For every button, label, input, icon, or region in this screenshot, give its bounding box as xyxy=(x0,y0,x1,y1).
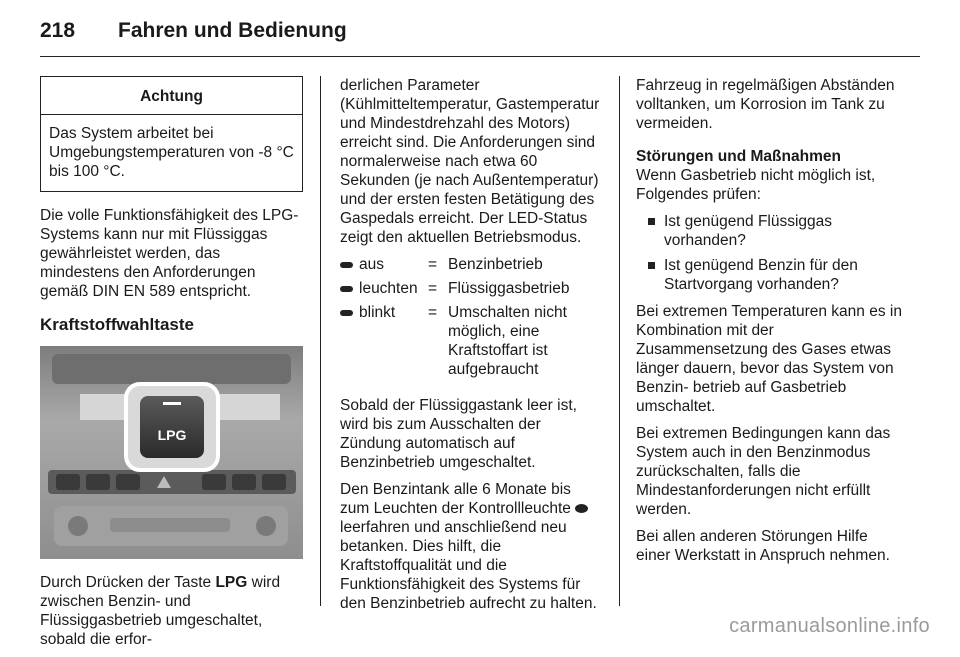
fuel-selector-heading: Kraftstoffwahltaste xyxy=(40,315,194,334)
workshop-paragraph: Bei allen anderen Störungen Hilfe einer Werkstatt in Anspruch nehmen. xyxy=(636,528,890,564)
warning-light-icon xyxy=(575,504,588,513)
warning-title: Achtung xyxy=(41,77,302,115)
lpg-button-label: LPG xyxy=(157,427,187,443)
warning-text: Das System arbeitet bei Umgebungstemperaturen von -8 °C bis 100 °C. xyxy=(49,125,294,180)
refuel-paragraph: Fahrzeug in regelmäßigen Abständen volltanken, um Korrosion im Tank zu vermeiden. xyxy=(636,77,895,132)
extreme-conditions-paragraph: Bei extremen Bedingungen kann das System auch in den Benzinmodus zurückschalten, falls die Mindestanforderungen nicht erfüllt werden. xyxy=(636,425,891,518)
lpg-quality-paragraph: Die volle Funktionsfähigkeit des LPG-Systems kann nur mit Flüssiggas gewährleistet werden, das mindestens den Anforderungen gemäß DIN EN 589 entspricht. xyxy=(40,207,299,300)
switch-parameters-paragraph: derlichen Parameter (Kühlmitteltemperatur, Gastemperatur und Mindestdrehzahl des Motors) erreicht sind. Die Anforderungen sind normalerweise nach etwa 60 Sekunden (je nach Außentemperatur) und der ersten festen Betätigung des Gaspedals erreicht. Der LED-Status zeigt den aktuellen Betriebsmodus. xyxy=(340,77,600,246)
lpg-key-label: LPG xyxy=(215,574,248,591)
section-title: Fahren und Bedienung xyxy=(118,19,347,42)
lpg-button-paragraph: Durch Drücken der Taste LPG wird zwischen Benzin- und Flüssiggasbetrieb umgeschaltet, sobald die erfor- xyxy=(40,574,281,648)
page-header xyxy=(40,18,347,44)
column-1 xyxy=(40,76,303,657)
led-icon xyxy=(340,310,353,316)
header-rule xyxy=(40,56,920,57)
table-row: aus = Benzinbetrieb xyxy=(340,255,602,279)
extreme-temperature-paragraph: Bei extremen Temperaturen kann es in Kombination mit der Zusammensetzung des Gases etwas länger dauern, bevor das System von Benzin- betrieb auf Gasbetrieb umschaltet. xyxy=(636,303,902,415)
faults-heading: Störungen und Maßnahmen xyxy=(636,148,841,165)
watermark: carmanualsonline.info xyxy=(729,615,930,637)
column-divider-2 xyxy=(619,76,620,606)
check-list xyxy=(636,212,904,294)
page-number: 218 xyxy=(40,19,76,42)
column-2 xyxy=(340,76,602,621)
list-item: Ist genügend Flüssiggas vorhanden? xyxy=(636,212,904,250)
led-icon xyxy=(340,286,353,292)
list-item: Ist genügend Benzin für den Startvorgang vorhanden? xyxy=(636,256,904,294)
faults-intro: Wenn Gasbetrieb nicht möglich ist, Folgendes prüfen: xyxy=(636,167,876,203)
table-row: leuchten = Flüssiggasbetrieb xyxy=(340,279,602,303)
petrol-tank-paragraph: Den Benzintank alle 6 Monate bis zum Leuchten der Kontrollleuchte leerfahren und anschließend neu betanken. Dies hilft, die Kraftstoffqualität und die Funktionsfähigkeit des Systems für den Benzinbetrieb aufrecht zu halten. xyxy=(340,481,597,612)
led-status-table xyxy=(340,255,602,384)
lpg-button-photo xyxy=(40,346,303,559)
column-divider-1 xyxy=(320,76,321,606)
warning-box xyxy=(40,76,303,192)
column-3 xyxy=(636,76,904,573)
dashboard-illustration xyxy=(40,346,303,559)
led-icon xyxy=(340,262,353,268)
table-row: blinkt = Umschalten nicht möglich, eine Kraftstoffart ist aufgebraucht xyxy=(340,303,602,384)
tank-empty-paragraph: Sobald der Flüssiggastank leer ist, wird bis zum Ausschalten der Zündung automatisch auf Benzinbetrieb umgeschaltet. xyxy=(340,397,577,471)
